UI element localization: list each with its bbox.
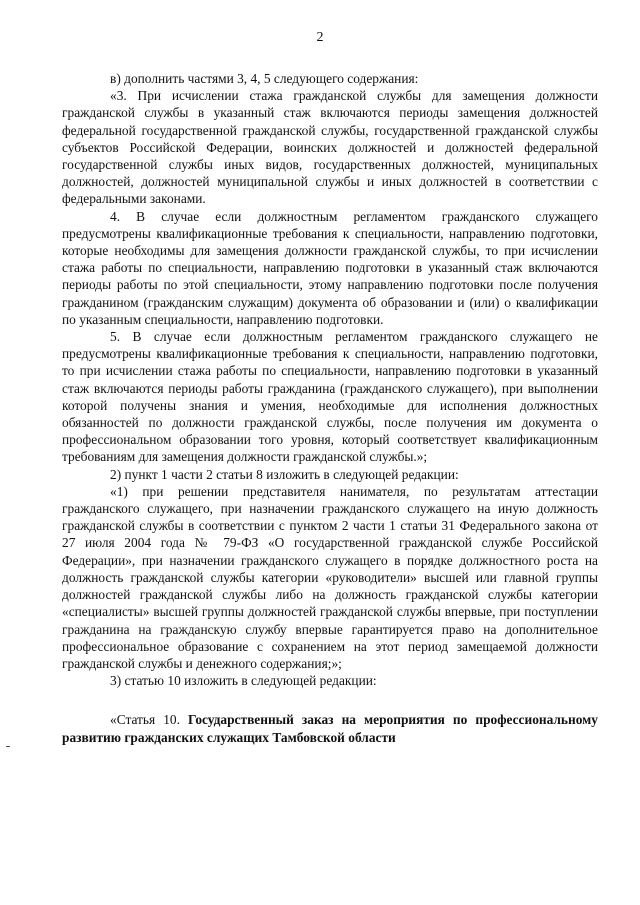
document-body xyxy=(62,70,598,746)
paragraph-item-3: 3) статью 10 изложить в следующей редакции: xyxy=(110,673,377,689)
paragraph-amendment-intro: в) дополнить частями 3, 4, 5 следующего содержания: xyxy=(110,71,419,86)
paragraph-item-2-text: «1) при решении представителя нанимателя, по результатам аттестации гражданского служащего, при назначении гражданского служащего на иную должность гражданской службы в соответствии с пунктом 2 части 1 статьи 31 Федерального закона от 27 июля 2004 года № 79-ФЗ «О государственной гражданской службе Российской Федерации», при назначении гражданского служащего в порядке должностного роста на должность гражданской службы категории «руководители» высшей или главной группы должностей гражданской службы либо на должность гражданской службы категории «специалисты» высшей группы должностей гражданской службы впервые, при поступлении гражданина на гражданскую службу впервые гарантируется право на дополнительное профессиональное образование с сохранением на этот период замещаемой должности гражданской службы и денежного содержания;»; xyxy=(62,483,598,671)
article-heading xyxy=(62,711,598,745)
paragraph-part-5: 5. В случае если должностным регламентом гражданского служащего не предусмотрены квалификационные требования к специальности, направлению подготовки, то при исчислении стажа работы по специальности, направлению подготовки в указанный стаж включаются периоды работы гражданина (гражданского служащего), при выполнении которой получены знания и умения, необходимые для исполнения должностных обязанностей по должности гражданской службы, после получения им документа о профессиональном образовании того уровня, который соответствует квалификационным требованиям для замещения должности гражданской службы.»; xyxy=(62,329,598,465)
page-number: 2 xyxy=(316,30,324,45)
paragraph-part-3: «3. При исчислении стажа гражданской службы для замещения должности гражданской службы в указанный стаж включаются периоды замещения должностей федеральной государственной гражданской службы, государственной гражданской службы субъектов Российской Федерации, воинских должностей и должностей федеральной государственной службы иных видов, государственных должностей, муниципальных должностей, должностей муниципальной службы и иных должностей в соответствии с федеральными законами. xyxy=(62,88,598,207)
margin-mark xyxy=(6,746,10,747)
spacer xyxy=(62,689,598,711)
paragraph-part-4: 4. В случае если должностным регламентом гражданского служащего предусмотрены квалификационные требования к специальности, направлению подготовки, которые необходимы для замещения должности гражданской службы, то при исчислении стажа работы по специальности, направлению подготовки в указанный стаж включаются периоды работы по этой специальности, этому направлению подготовки после получения гражданином (гражданским служащим) документа об образовании и (или) о квалификации по указанным специальности, направлению подготовки. xyxy=(62,208,598,327)
paragraph-item-2: 2) пункт 1 части 2 статьи 8 изложить в следующей редакции: xyxy=(110,466,459,482)
article-heading-prefix: «Статья 10. xyxy=(110,712,188,728)
article-heading-title: Государственный заказ на мероприятия по профессиональному развитию гражданских служащих Тамбовской области xyxy=(62,712,598,745)
